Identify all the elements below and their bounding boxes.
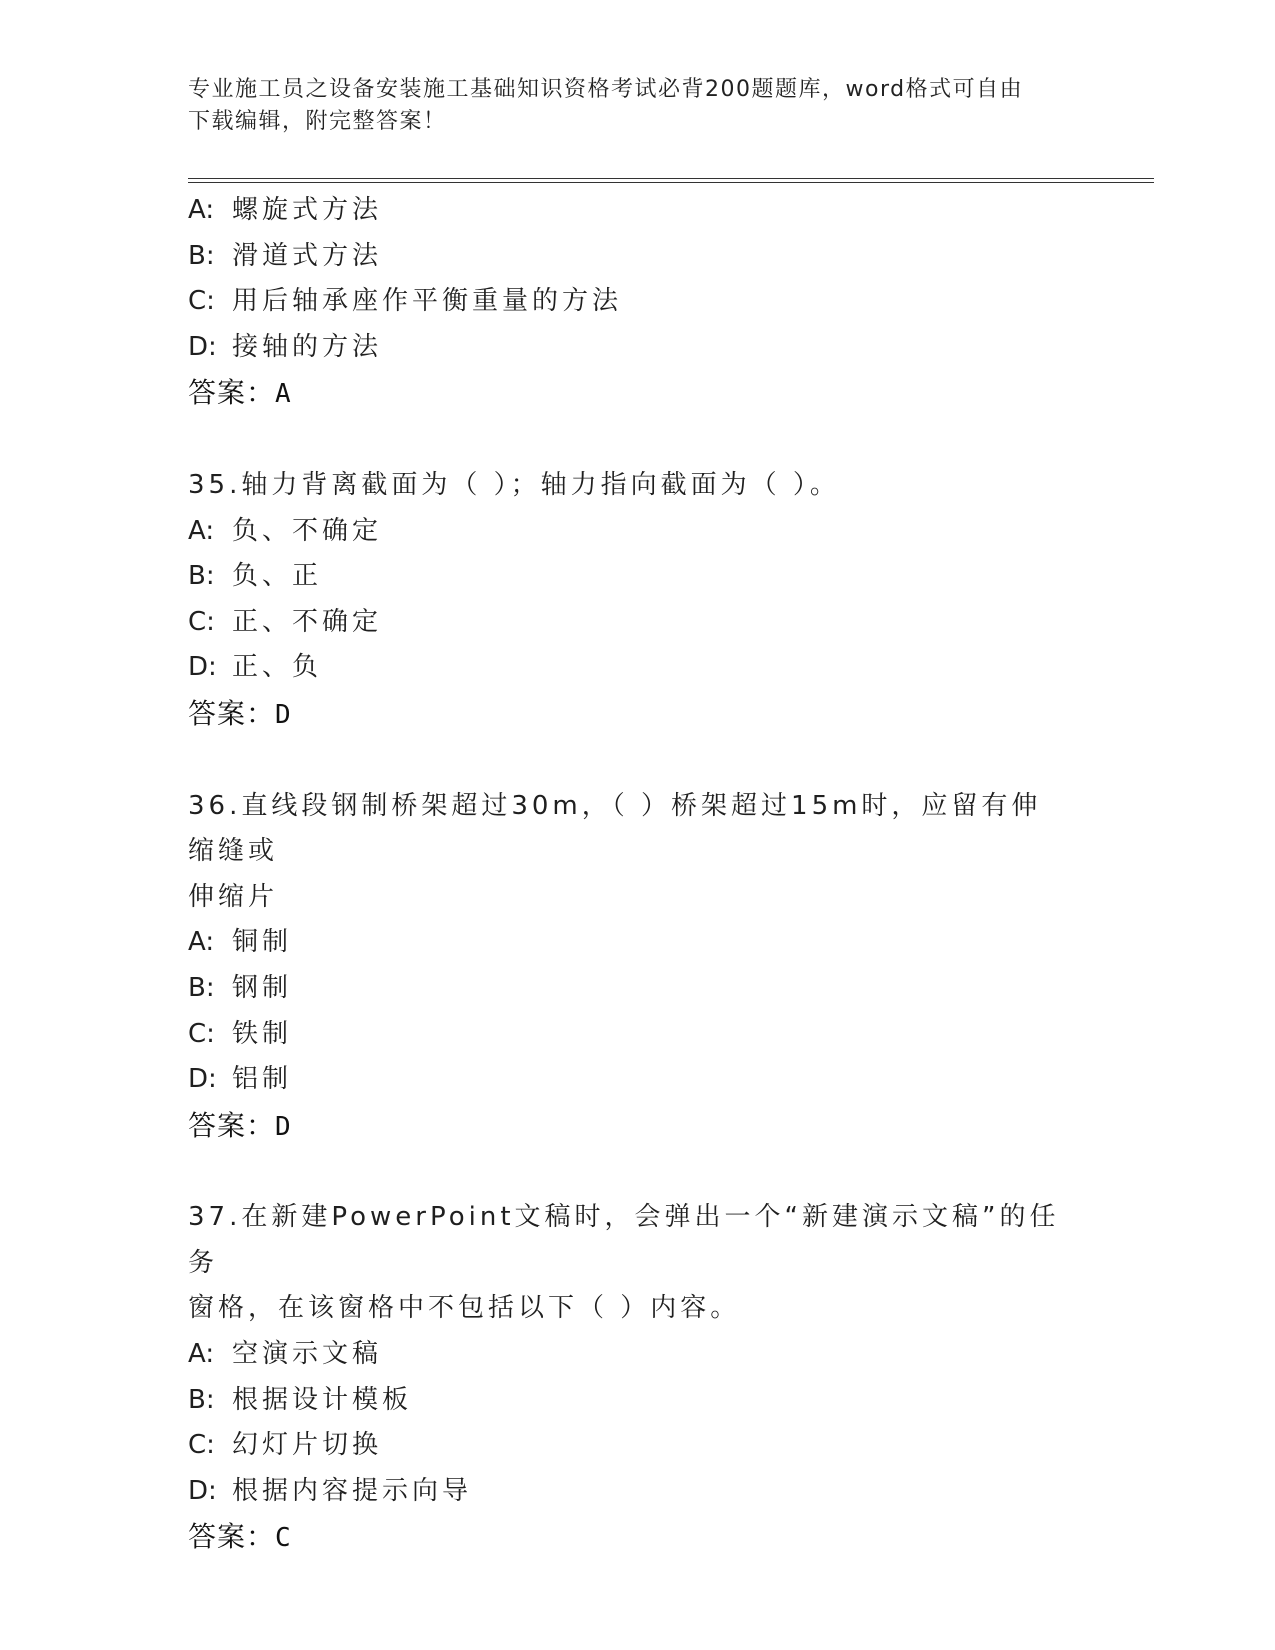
option-text: 铜制: [232, 927, 293, 958]
option-d: [188, 1469, 1088, 1515]
answer-value: D: [275, 699, 292, 730]
option-label: C:: [188, 286, 215, 317]
option-text: 根据设计模板: [232, 1384, 413, 1415]
option-text: 负、不确定: [232, 515, 383, 546]
option-label: D:: [188, 652, 217, 683]
option-d: [188, 325, 1088, 371]
option-d: [188, 645, 1088, 691]
option-text: 用后轴承座作平衡重量的方法: [232, 286, 623, 317]
option-c: [188, 1423, 1088, 1469]
option-a: [188, 1332, 1088, 1378]
option-text: 螺旋式方法: [232, 195, 383, 225]
answer-label: 答案：: [188, 696, 276, 730]
answer-line: [188, 1103, 1088, 1151]
answer-label: 答案：: [188, 1108, 276, 1142]
question-block-36: [188, 784, 1088, 1151]
option-label: A:: [188, 927, 215, 958]
option-c: [188, 1012, 1088, 1058]
option-text: 根据内容提示向导: [232, 1475, 473, 1506]
question-block-34: [188, 188, 1088, 418]
option-text: 正、负: [232, 652, 323, 683]
option-d: [188, 1057, 1088, 1103]
answer-label: 答案：: [188, 376, 276, 410]
option-c: [188, 600, 1088, 646]
option-text: 正、不确定: [232, 606, 383, 637]
question-text-line-1: 36.直线段钢制桥架超过30m，（ ）桥架超过15m时，应留有伸缩缝或: [188, 790, 1042, 867]
option-b: [188, 966, 1088, 1012]
option-text: 滑道式方法: [232, 240, 383, 271]
option-text: 空演示文稿: [232, 1339, 383, 1370]
option-b: [188, 554, 1088, 600]
question-content: [188, 188, 1088, 1607]
option-a: [188, 920, 1088, 966]
option-label: D:: [188, 331, 217, 362]
answer-line: [188, 370, 1088, 418]
answer-value: A: [275, 379, 292, 410]
header-line-2: 下载编辑，附完整答案！: [188, 109, 447, 134]
option-b: [188, 234, 1088, 280]
option-a: [188, 509, 1088, 555]
answer-line: [188, 1514, 1088, 1562]
option-label: B:: [188, 561, 215, 592]
option-text: 铁制: [232, 1018, 293, 1049]
option-text: 铝制: [232, 1064, 293, 1095]
option-text: 幻灯片切换: [232, 1430, 383, 1461]
option-label: B:: [188, 1384, 215, 1415]
header-line-1: 专业施工员之设备安装施工基础知识资格考试必背200题题库，word格式可自由: [188, 77, 1024, 102]
option-label: A:: [188, 195, 215, 225]
question-block-37: [188, 1195, 1088, 1562]
header-divider-top: [188, 178, 1154, 179]
option-label: D:: [188, 1475, 217, 1506]
answer-label: 答案：: [188, 1520, 276, 1554]
question-text-line-1: 37.在新建PowerPoint文稿时，会弹出一个“新建演示文稿”的任务: [188, 1202, 1060, 1278]
option-text: 负、正: [232, 561, 323, 592]
question-text: 35.轴力背离截面为（ ）；轴力指向截面为（ ）。: [188, 469, 840, 500]
header-divider-bottom: [188, 182, 1154, 183]
answer-value: C: [275, 1523, 292, 1554]
question-block-35: [188, 463, 1088, 739]
option-a: [188, 188, 1088, 234]
document-header: [188, 74, 1068, 138]
answer-line: [188, 691, 1088, 739]
answer-value: D: [275, 1111, 292, 1142]
option-label: A:: [188, 515, 215, 546]
option-label: B:: [188, 240, 215, 271]
option-label: A:: [188, 1339, 215, 1370]
option-b: [188, 1378, 1088, 1424]
option-label: D:: [188, 1064, 217, 1095]
option-text: 钢制: [232, 972, 293, 1003]
option-text: 接轴的方法: [232, 331, 383, 362]
option-label: C:: [188, 1018, 215, 1049]
option-label: B:: [188, 972, 215, 1003]
question-text-line-2: 窗格，在该窗格中不包括以下（ ）内容。: [188, 1293, 741, 1324]
option-label: C:: [188, 1430, 215, 1461]
option-c: [188, 279, 1088, 325]
option-label: C:: [188, 606, 215, 637]
question-text-line-2: 伸缩片: [188, 881, 279, 912]
